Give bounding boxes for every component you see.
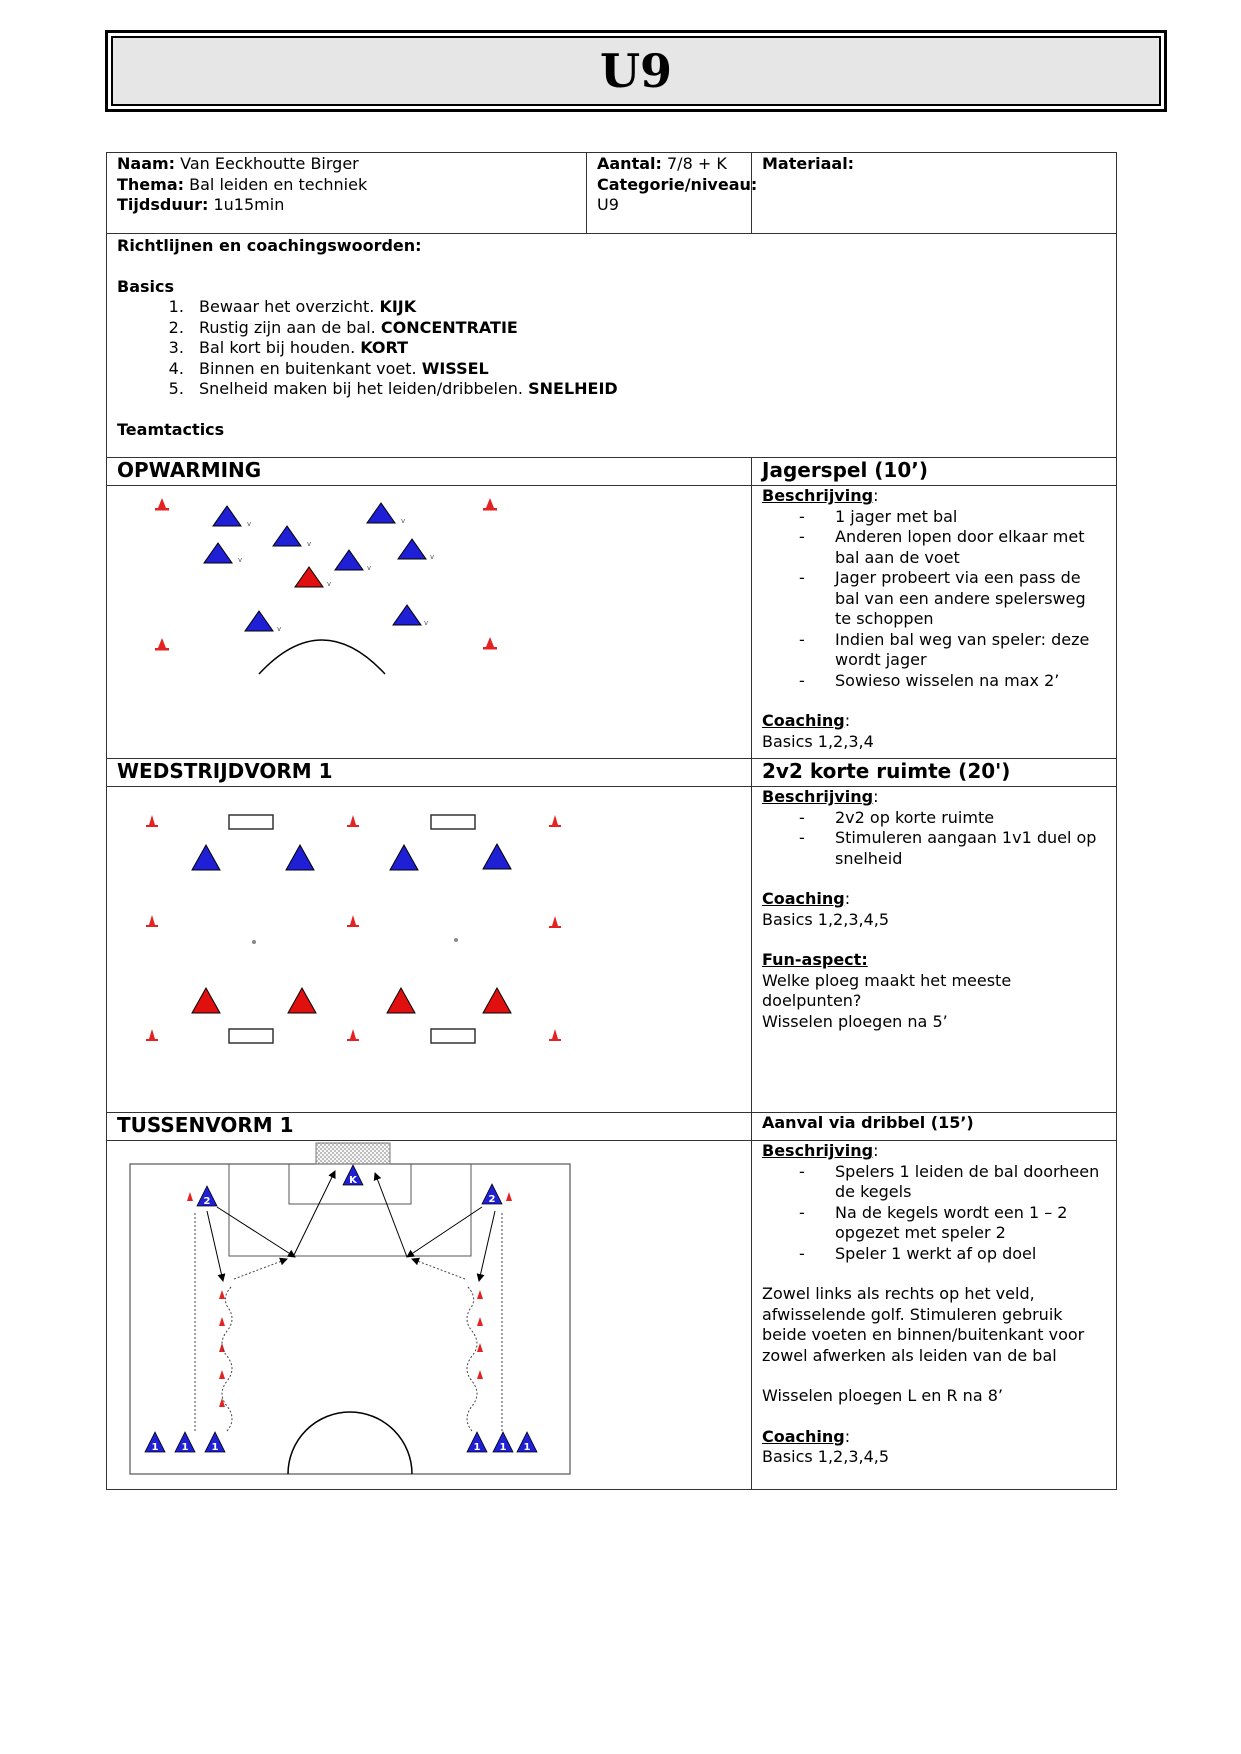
svg-text:2: 2 [203, 1196, 211, 1207]
svg-text:1: 1 [499, 1442, 507, 1453]
guidelines-heading: Richtlijnen en coachingswoorden: [117, 236, 422, 255]
section-content-row [107, 1141, 1117, 1490]
header-materiaal [752, 153, 1117, 234]
svg-text:K: K [349, 1175, 357, 1186]
categorie-label: Categorie/niveau: [597, 174, 758, 194]
thema-value: Bal leiden en techniek [189, 174, 368, 194]
run-lines [195, 1211, 502, 1431]
tussenvorm-diagram [117, 1141, 601, 1489]
player-shapes [145, 1165, 537, 1452]
svg-text:1: 1 [211, 1442, 219, 1453]
svg-text:v: v [327, 580, 332, 588]
list-item: - Sowieso wisselen na max 2’ [799, 671, 1106, 692]
naam-label: Naam: [117, 154, 176, 173]
header-info [107, 153, 587, 234]
svg-text:v: v [430, 553, 435, 561]
title-inner [111, 36, 1161, 106]
list-item: - Jager probeert via een pass de bal van een andere spelersweg te schoppen [799, 568, 1106, 630]
beschrijving-list [762, 808, 1106, 870]
page-title: U9 [599, 44, 673, 98]
list-item: - 2v2 op korte ruimte [799, 808, 1106, 829]
title-box [105, 30, 1167, 112]
coaching-label: Coaching [762, 711, 845, 730]
list-item: - Anderen lopen door elkaar met bal aan de voet [799, 527, 1106, 568]
field [130, 1164, 570, 1474]
cones [187, 1192, 512, 1407]
svg-text:2: 2 [488, 1194, 496, 1205]
guidelines-row [107, 234, 1117, 458]
svg-text:v: v [238, 556, 243, 564]
fun-line: Wisselen ploegen na 5’ [762, 1011, 948, 1031]
cones [155, 498, 497, 651]
opwarming-text-cell: Beschrijving: - 1 jager met bal - Anderen lopen door elkaar met bal aan de voet - Jager probeert via een pass de bal van een andere spelersweg te schoppen - Indien bal weg van speler: deze wordt jager - Sowieso wisselen na max 2’ Coaching: Basics 1,2,3,4 [752, 486, 1117, 759]
svg-text:1: 1 [151, 1442, 159, 1453]
svg-text:v: v [424, 619, 429, 627]
basics-item: 4. Binnen en buitenkant voet. WISSEL [189, 359, 1106, 380]
section-label: OPWARMING [107, 458, 752, 486]
wedstrijd-diagram-cell [107, 787, 752, 1113]
svg-text:v: v [307, 540, 312, 548]
basics-item: 5. Snelheid maken bij het leiden/dribbelen. SNELHEID [189, 379, 1106, 400]
basics-item: 1. Bewaar het overzicht. KIJK [189, 297, 1106, 318]
tijdsduur-value: 1u15min [213, 195, 285, 214]
basics-item: 3. Bal kort bij houden. KORT [189, 338, 1106, 359]
coaching-value: Basics 1,2,3,4,5 [762, 909, 890, 929]
goal-net [316, 1143, 390, 1164]
header-row [107, 153, 1117, 234]
beschrijving-list [762, 1162, 1106, 1265]
basics-item: 2. Rustig zijn aan de bal. CONCENTRATIE [189, 318, 1106, 339]
coaching-label: Coaching [762, 889, 845, 908]
beschrijving-label: Beschrijving [762, 486, 874, 505]
svg-text:1: 1 [523, 1442, 531, 1453]
beschrijving-label: Beschrijving [762, 787, 874, 806]
pass-arrows [207, 1171, 495, 1281]
tussenvorm-diagram-cell [107, 1141, 752, 1490]
wedstrijd-diagram [117, 787, 601, 1112]
section-header-row [107, 759, 1117, 787]
section-header-row [107, 458, 1117, 486]
section-content-row [107, 486, 1117, 759]
tijdsduur-label: Tijdsduur: [117, 195, 209, 214]
opwarming-diagram [117, 486, 601, 758]
guidelines-cell [107, 234, 1117, 458]
coaching-value: Basics 1,2,3,4 [762, 731, 874, 751]
materiaal-label: Materiaal: [762, 154, 855, 173]
section-name: 2v2 korte ruimte (20') [752, 759, 1117, 787]
basics-heading: Basics [117, 276, 175, 296]
aantal-value: 7/8 + K [667, 154, 727, 173]
beschrijving-label: Beschrijving [762, 1141, 874, 1160]
coaching-label: Coaching [762, 1426, 845, 1446]
teamtactics-heading: Teamtactics [117, 419, 225, 439]
fun-label: Fun-aspect: [762, 950, 868, 969]
extra-paragraph: Wisselen ploegen L en R na 8’ [762, 1386, 1003, 1405]
section-name: Jagerspel (10’) [752, 458, 1117, 486]
arc [259, 640, 385, 674]
svg-text:v: v [401, 517, 406, 525]
list-item: - 1 jager met bal [799, 507, 1106, 528]
list-item: - Spelers 1 leiden de bal doorheen de kegels [799, 1162, 1106, 1203]
section-label: WEDSTRIJDVORM 1 [107, 759, 752, 787]
players [192, 844, 511, 1013]
fun-line: Welke ploeg maakt het meeste doelpunten? [762, 970, 1012, 1010]
section-label: TUSSENVORM 1 [107, 1113, 752, 1141]
centre-arc [288, 1412, 412, 1474]
wedstrijd-text-cell: Beschrijving: - 2v2 op korte ruimte - Stimuleren aangaan 1v1 duel op snelheid Coaching: Basics 1,2,3,4,5 Fun-aspect: Welke ploeg maakt het meeste doelpunten? Wisselen ploegen na 5’ [752, 787, 1117, 1113]
naam-value: Van Eeckhoutte Birger [180, 154, 359, 173]
beschrijving-list [762, 507, 1106, 692]
aantal-label: Aantal: [597, 154, 662, 173]
header-aantal [587, 153, 758, 234]
list-item: - Speler 1 werkt af op doel [799, 1244, 1106, 1265]
categorie-value: U9 [597, 195, 619, 214]
session-table [106, 152, 1117, 1490]
goals [229, 815, 475, 1043]
list-item: - Indien bal weg van speler: deze wordt jager [799, 630, 1106, 671]
list-item: - Stimuleren aangaan 1v1 duel op snelheid [799, 828, 1106, 869]
players [204, 503, 429, 631]
section-header-row [107, 1113, 1117, 1141]
section-name: Aanval via dribbel (15’) [752, 1113, 1117, 1141]
opwarming-diagram-cell [107, 486, 752, 759]
svg-text:v: v [367, 564, 372, 572]
extra-paragraph: Zowel links als rechts op het veld, afwisselende golf. Stimuleren gebruik beide voeten en binnen/buitenkant voor zowel afwerken als leiden van de bal [762, 1284, 1085, 1365]
svg-text:1: 1 [181, 1442, 189, 1453]
thema-label: Thema: [117, 174, 185, 194]
svg-text:v: v [277, 625, 282, 633]
list-item: - Na de kegels wordt een 1 – 2 opgezet met speler 2 [799, 1203, 1106, 1244]
svg-text:1: 1 [473, 1442, 481, 1453]
section-content-row [107, 787, 1117, 1113]
svg-text:v: v [247, 520, 252, 528]
coaching-value: Basics 1,2,3,4,5 [762, 1447, 890, 1466]
tussenvorm-text-cell: Beschrijving: - Spelers 1 leiden de bal doorheen de kegels - Na de kegels wordt een 1 – 2 opgezet met speler 2 - Speler 1 werkt af op doel Zowel links als rechts op het veld, afwisselende golf. Stimuleren gebruik beide voeten en binnen/buitenkant voor zowel afwerken als leiden van de bal Wisselen ploegen L en R na 8’ Coaching: Basics 1,2,3,4,5 [752, 1141, 1117, 1490]
basics-list [117, 297, 1106, 400]
